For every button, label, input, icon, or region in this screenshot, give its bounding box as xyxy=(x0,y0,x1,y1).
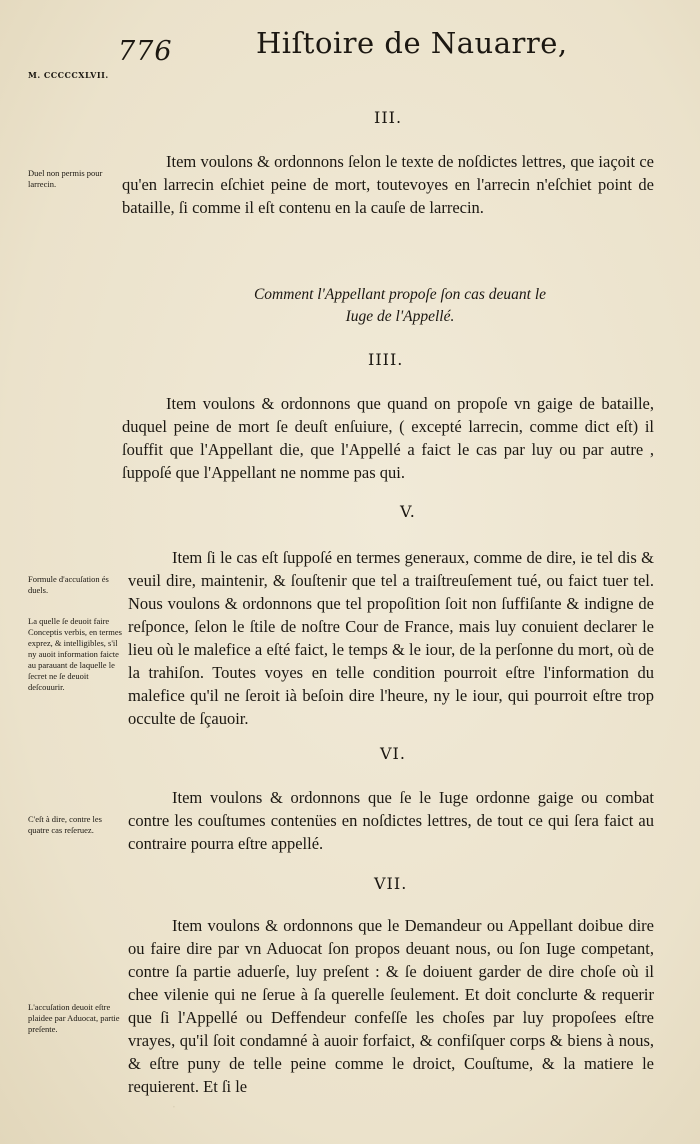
page-number: 776 xyxy=(118,36,173,67)
section-heading xyxy=(150,284,650,328)
margin-note: C'eſt à dire, contre les quatre cas reſeruez. xyxy=(28,814,102,835)
paper-smudge: · xyxy=(172,1100,176,1114)
section-numeral: V. xyxy=(400,502,416,521)
section-numeral: IIII. xyxy=(368,350,404,369)
margin-note: L'accuſation deuoit eſtre plaidee par Aduocat, partie preſente. xyxy=(28,1002,120,1034)
margin-note: Duel non permis pour larrecin. xyxy=(28,168,103,189)
margin-note: Formule d'accuſation és duels. xyxy=(28,574,109,595)
heading-line: Iuge de l'Appellé. xyxy=(345,308,455,325)
section-numeral: VI. xyxy=(380,744,406,763)
paragraph: Item voulons & ordonnons que quand on propoſe vn gaige de bataille, duquel peine de mort ſe deuſt enſuiure, ( excepté larrecin, comme dict eſt) il ſouffit que l'Appellant die, que l'Appellé a faict le cas par luy ou par autre , ſuppoſé que l'Appellant ne nomme pas qui. xyxy=(122,394,654,482)
paragraph: Item voulons & ordonnons que ſe le Iuge ordonne gaige ou combat contre les couſtumes contenües en noſdictes lettres, de tout ce qui ſera faict au contraire pourra eſtre appellé. xyxy=(128,788,654,853)
margin-year: M. CCCCCXLVII. xyxy=(28,70,109,80)
heading-line: Comment l'Appellant propoſe ſon cas deuant le xyxy=(253,286,547,303)
paragraph: Item voulons & ordonnons ſelon le texte de noſdictes lettres, que iaçoit ce qu'en larrecin eſchiet peine de mort, toutevoyes en l'arrecin n'eſchiet point de bataille, ſi comme il eſt contenu en la cauſe de larrecin. xyxy=(122,152,654,217)
section-numeral: VII. xyxy=(374,874,408,893)
section-numeral: III. xyxy=(374,108,403,127)
running-title: Hiſtoire de Nauarre, xyxy=(256,26,568,60)
margin-note: La quelle ſe deuoit faire Conceptis verbis, en termes exprez, & intelligibles, s'il ny auoit information faicte au parauant de laquelle le ſecret ne ſe deuoit deſcouurir. xyxy=(28,616,122,692)
paragraph: Item ſi le cas eſt ſuppoſé en termes generaux, comme de dire, ie tel dis & veuil dire, maintenir, & ſouſtenir que tel a traiſtreuſement tué, ou faict tuer tel. Nous voulons & ordonnons que tel propoſition ſoit non ſuffiſante & indigne de reſponce, ſelon le ſtile de noſtre Cour de France, mais luy conuient declarer le lieu où le malefice a eſté faict, le temps & le iour, de la perſonne du mort, où de la trahiſon. Toutes voyes en telle condition pourroit eſtre l'information du malefice qu'il ne ſeroit ià beſoin dire l'heure, ny le iour, qui pourroit eſtre trop occulte de ſçauoir. xyxy=(128,548,654,728)
paragraph: Item voulons & ordonnons que le Demandeur ou Appellant doibue dire ou faire dire par vn Aduocat ſon propos deuant nous, ou ſon Iuge competant, contre ſa partie aduerſe, luy preſent : & ſe doiuent garder de dire choſe où il chee vilenie qui ne ſerue à ſa querelle ſeulement. Et doit conclurte & requerir que ſi l'Appellé ou Deffendeur confeſſe les choſes par luy propoſees eſtre vrayes, qu'il ſoit condamné à auoir forfaict, & confiſquer corps & biens à nous, & eſtre puny de telle peine comme le droict, Couſtume, & la matiere le requierent. Et ſi le xyxy=(128,916,654,1096)
